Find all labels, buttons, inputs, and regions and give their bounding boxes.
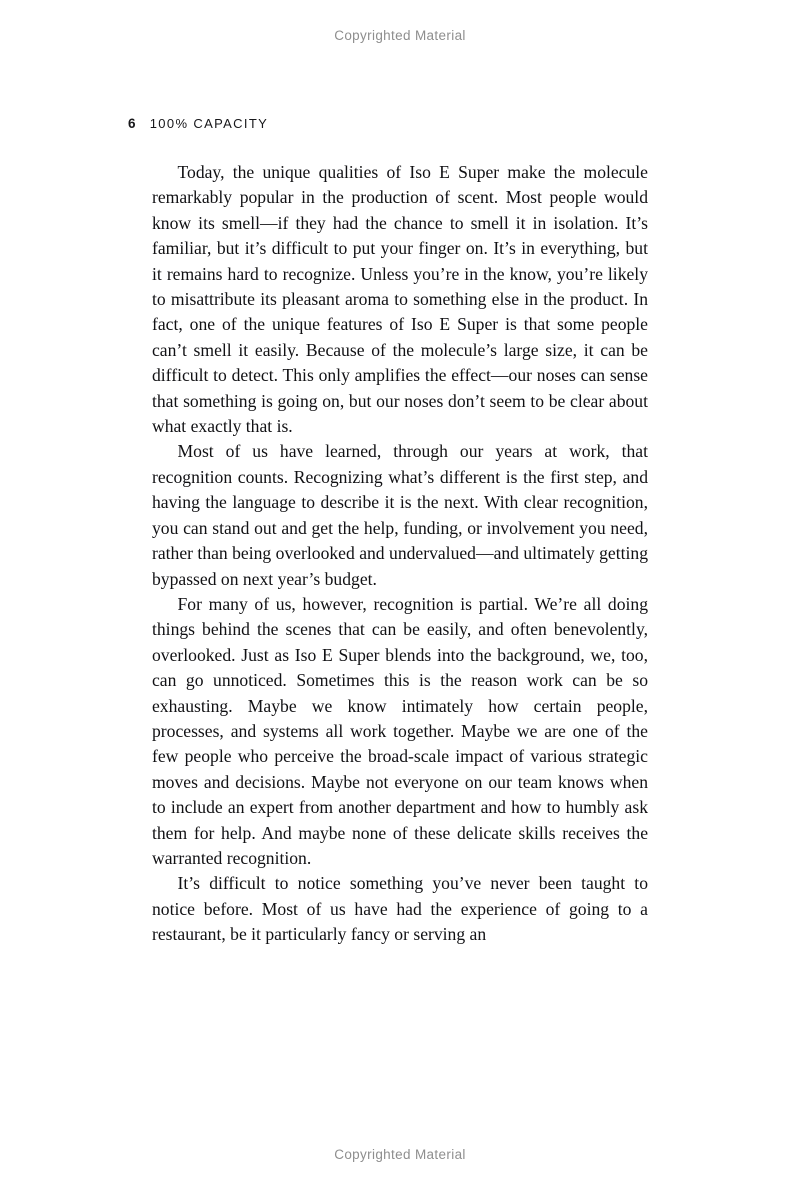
body-text-block <box>152 160 648 948</box>
page-number: 6 <box>128 116 136 131</box>
copyright-watermark-bottom: Copyrighted Material <box>334 1147 466 1162</box>
body-paragraph: Today, the unique qualities of Iso E Super make the molecule remarkably popular in the production of scent. Most people would know its smell—if they had the chance to smell it in isolation. It’s familiar, but it’s difficult to put your finger on. It’s in everything, but it remains hard to recognize. Unless you’re in the know, you’re likely to misattribute its pleasant aroma to something else in the product. In fact, one of the unique features of Iso E Super is that some people can’t smell it easily. Because of the molecule’s large size, it can be difficult to detect. This only amplifies the effect—our noses can sense that something is going on, but our noses don’t seem to be clear about what exactly that is. <box>152 162 648 437</box>
body-paragraph: It’s difficult to notice something you’ve never been taught to notice before. Most of us have had the experience of going to a restaurant, be it particularly fancy or serving an <box>152 873 648 945</box>
running-head <box>128 116 268 131</box>
body-paragraph: For many of us, however, recognition is partial. We’re all doing things behind the scenes that can be easily, and often benevolently, overlooked. Just as Iso E Super blends into the background, we, too, can go unnoticed. Sometimes this is the reason work can be so exhausting. Maybe we know intimately how certain people, processes, and systems all work together. Maybe we are one of the few people who perceive the broad-scale impact of various strategic moves and decisions. Maybe not everyone on our team knows when to include an expert from another department and how to humbly ask them for help. And maybe none of these delicate skills receives the warranted recognition. <box>152 593 648 868</box>
body-paragraph: Most of us have learned, through our years at work, that recognition counts. Recognizing what’s different is the first step, and having the language to describe it is the next. With clear recognition, you can stand out and get the help, funding, or involvement you need, rather than being overlooked and undervalued—and ultimately getting bypassed on next year’s budget. <box>152 441 648 589</box>
copyright-watermark-top: Copyrighted Material <box>334 28 466 43</box>
running-head-title: 100% CAPACITY <box>149 116 269 131</box>
